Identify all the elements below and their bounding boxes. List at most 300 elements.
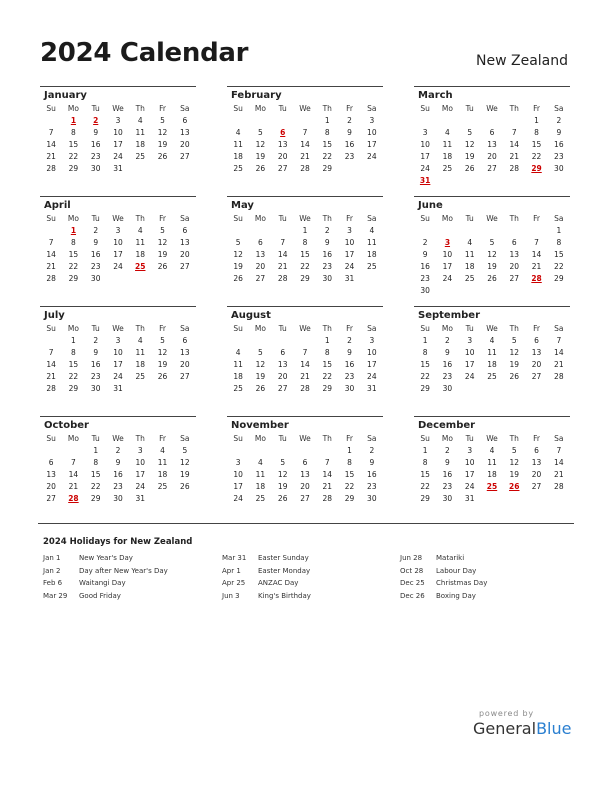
day-cell: 10 <box>113 238 123 247</box>
empty-day-cell <box>151 163 173 175</box>
weekday-label: Fr <box>159 104 166 113</box>
day-cell: 8 <box>324 348 330 357</box>
day-cell: 20 <box>487 152 497 161</box>
day-cell: 12 <box>255 140 266 149</box>
day-cell: 26 <box>509 372 520 381</box>
day-cell: 8 <box>534 128 539 137</box>
week-row <box>227 273 383 285</box>
day-cell: 1 <box>347 446 352 455</box>
week-row <box>40 139 196 151</box>
day-cell: 22 <box>344 482 355 491</box>
weekday-label: Tu <box>91 104 100 113</box>
day-cell: 18 <box>367 250 377 259</box>
day-cell: 31 <box>344 274 355 283</box>
day-cell: 4 <box>137 116 143 125</box>
week-row <box>40 261 196 273</box>
day-cell: 3 <box>137 446 143 455</box>
weekday-label: Mo <box>67 434 79 443</box>
day-cell: 9 <box>556 128 562 137</box>
weekday-label: Tu <box>91 324 100 333</box>
day-cell: 26 <box>464 164 475 173</box>
day-cell: 18 <box>487 360 497 369</box>
day-cell: 30 <box>442 494 453 503</box>
day-cell: 19 <box>255 372 266 381</box>
holiday-item <box>400 577 487 590</box>
week-row <box>227 493 383 505</box>
day-cell: 17 <box>233 482 243 491</box>
day-cell: 30 <box>90 164 101 173</box>
day-cell: 5 <box>160 116 165 125</box>
day-cell: 8 <box>422 458 428 467</box>
day-cell: 10 <box>442 250 453 259</box>
day-cell: 17 <box>367 140 377 149</box>
day-cell: 10 <box>135 458 146 467</box>
day-cell: 10 <box>113 128 123 137</box>
day-cell: 29 <box>68 164 79 173</box>
day-cell: 21 <box>68 482 79 491</box>
holiday-day-cell: 28 <box>531 274 542 283</box>
day-cell: 15 <box>531 140 542 149</box>
holiday-day-cell: 6 <box>280 128 286 137</box>
day-cell: 9 <box>347 348 352 357</box>
weekday-label: Sa <box>554 214 564 223</box>
weekday-label: Tu <box>278 214 287 223</box>
day-cell: 14 <box>322 470 333 479</box>
week-row <box>227 383 383 395</box>
day-cell: 19 <box>464 152 475 161</box>
day-cell: 24 <box>233 494 243 503</box>
week-row <box>414 457 570 469</box>
week-row <box>414 359 570 371</box>
day-cell: 7 <box>511 128 517 137</box>
empty-day-cell <box>503 225 525 237</box>
day-cell: 26 <box>157 262 168 271</box>
day-cell: 17 <box>420 152 430 161</box>
day-cell: 27 <box>277 384 288 393</box>
day-cell: 12 <box>277 470 288 479</box>
day-cell: 22 <box>68 262 79 271</box>
day-cell: 18 <box>255 482 266 491</box>
day-cell: 28 <box>509 164 520 173</box>
week-row <box>414 383 570 395</box>
day-cell: 20 <box>277 152 288 161</box>
weekday-header <box>414 323 570 335</box>
day-cell: 12 <box>233 250 243 259</box>
day-cell: 4 <box>489 336 495 345</box>
day-cell: 26 <box>233 274 243 283</box>
weekday-label: Tu <box>465 214 474 223</box>
empty-day-cell <box>548 175 570 187</box>
day-cell: 26 <box>255 384 266 393</box>
week-row <box>227 469 383 481</box>
holiday-date: Feb 6 <box>43 579 63 587</box>
day-cell: 22 <box>322 372 333 381</box>
empty-day-cell <box>548 493 570 505</box>
week-row <box>227 139 383 151</box>
weekday-label: Sa <box>554 324 564 333</box>
day-cell: 25 <box>135 152 146 161</box>
day-cell: 9 <box>445 458 450 467</box>
day-cell: 8 <box>71 128 76 137</box>
weekday-label: We <box>486 434 498 443</box>
day-cell: 21 <box>277 262 288 271</box>
day-cell: 3 <box>467 336 473 345</box>
empty-day-cell <box>481 493 503 505</box>
empty-day-cell <box>272 225 294 237</box>
holiday-name: Easter Sunday <box>258 554 309 562</box>
day-cell: 9 <box>93 238 99 247</box>
empty-day-cell <box>174 163 196 175</box>
month-february <box>227 86 383 175</box>
weekday-label: Tu <box>465 434 474 443</box>
day-cell: 14 <box>531 250 542 259</box>
day-cell: 7 <box>48 128 54 137</box>
weekday-label: Mo <box>67 104 79 113</box>
holiday-item <box>43 565 168 578</box>
empty-day-cell <box>459 115 481 127</box>
day-cell: 10 <box>367 128 377 137</box>
day-cell: 15 <box>68 360 79 369</box>
day-cell: 11 <box>135 128 146 137</box>
holiday-day-cell: 25 <box>135 262 146 271</box>
day-cell: 19 <box>277 482 288 491</box>
day-cell: 9 <box>445 348 450 357</box>
week-row <box>40 371 196 383</box>
holiday-day-cell: 2 <box>93 116 99 125</box>
day-cell: 24 <box>113 262 123 271</box>
empty-day-cell <box>525 285 547 297</box>
holiday-item <box>222 577 311 590</box>
week-row <box>40 445 196 457</box>
week-row <box>40 359 196 371</box>
month-june <box>414 196 570 297</box>
weekday-label: Th <box>322 214 332 223</box>
weekday-label: Th <box>509 104 519 113</box>
empty-day-cell <box>174 383 196 395</box>
day-cell: 30 <box>322 274 333 283</box>
holiday-item <box>43 552 168 565</box>
empty-day-cell <box>525 175 547 187</box>
day-cell: 21 <box>300 152 310 161</box>
day-cell: 7 <box>556 446 562 455</box>
week-row <box>40 469 196 481</box>
day-cell: 29 <box>300 274 310 283</box>
day-cell: 13 <box>300 470 310 479</box>
holiday-date: Jan 1 <box>43 554 61 562</box>
holiday-day-cell: 3 <box>444 238 451 247</box>
weekday-header <box>227 323 383 335</box>
weekday-label: We <box>486 104 498 113</box>
day-cell: 20 <box>180 140 190 149</box>
holiday-date: Mar 29 <box>43 591 68 600</box>
week-row <box>414 335 570 347</box>
empty-day-cell <box>525 493 547 505</box>
day-cell: 27 <box>509 274 520 283</box>
day-cell: 16 <box>344 140 355 149</box>
day-cell: 3 <box>422 128 428 137</box>
week-row <box>227 261 383 273</box>
day-cell: 31 <box>464 494 475 503</box>
weekday-header <box>40 213 196 225</box>
holiday-column <box>222 552 311 602</box>
day-cell: 23 <box>554 152 564 161</box>
day-cell: 8 <box>556 238 562 247</box>
weekday-label: Sa <box>367 214 377 223</box>
day-cell: 10 <box>344 238 355 247</box>
day-cell: 21 <box>46 152 56 161</box>
week-row <box>414 237 570 249</box>
holiday-name: Good Friday <box>79 591 121 600</box>
weekday-header <box>40 323 196 335</box>
day-cell: 17 <box>442 262 453 271</box>
empty-day-cell <box>481 175 503 187</box>
day-cell: 7 <box>280 238 286 247</box>
holiday-item <box>222 590 311 603</box>
week-row <box>227 151 383 163</box>
day-cell: 3 <box>115 226 121 235</box>
week-row <box>40 249 196 261</box>
weekday-label: Mo <box>254 324 266 333</box>
day-cell: 17 <box>344 250 355 259</box>
weekday-label: Fr <box>533 324 540 333</box>
day-cell: 11 <box>157 458 168 467</box>
day-cell: 3 <box>369 116 375 125</box>
day-cell: 10 <box>420 140 430 149</box>
day-cell: 12 <box>157 348 168 357</box>
powered-by-text: powered by <box>479 709 534 718</box>
weekday-label: We <box>486 214 498 223</box>
empty-day-cell <box>481 225 503 237</box>
holiday-date: Mar 31 <box>222 554 247 562</box>
day-cell: 10 <box>113 348 123 357</box>
empty-day-cell <box>459 383 481 395</box>
day-cell: 16 <box>554 140 564 149</box>
week-row <box>227 335 383 347</box>
day-cell: 14 <box>46 140 56 149</box>
empty-day-cell <box>249 225 271 237</box>
weekday-label: Th <box>135 434 145 443</box>
day-cell: 5 <box>258 128 263 137</box>
month-april <box>40 196 196 285</box>
day-cell: 5 <box>160 336 165 345</box>
empty-day-cell <box>249 115 271 127</box>
weekday-label: Th <box>509 324 519 333</box>
day-cell: 8 <box>93 458 99 467</box>
day-cell: 8 <box>347 458 352 467</box>
weekday-header <box>40 103 196 115</box>
day-cell: 24 <box>367 152 377 161</box>
day-cell: 22 <box>531 152 542 161</box>
day-cell: 22 <box>300 262 310 271</box>
day-cell: 19 <box>233 262 243 271</box>
day-cell: 12 <box>487 250 497 259</box>
holiday-date: Dec 25 <box>400 579 425 587</box>
holiday-name: Day after New Year's Day <box>79 566 168 575</box>
day-cell: 27 <box>487 164 497 173</box>
empty-day-cell <box>459 225 481 237</box>
month-name: December <box>418 420 476 431</box>
day-cell: 23 <box>344 372 355 381</box>
day-cell: 19 <box>487 262 497 271</box>
day-cell: 22 <box>420 372 430 381</box>
day-cell: 1 <box>302 226 308 235</box>
holiday-item <box>400 565 487 578</box>
day-cell: 15 <box>68 140 79 149</box>
day-cell: 25 <box>135 372 146 381</box>
day-cell: 15 <box>300 250 310 259</box>
day-cell: 16 <box>322 250 333 259</box>
weekday-label: Fr <box>346 214 353 223</box>
day-cell: 23 <box>90 372 101 381</box>
day-cell: 17 <box>113 360 123 369</box>
day-cell: 13 <box>46 470 56 479</box>
day-cell: 5 <box>511 336 517 345</box>
weekday-label: Fr <box>346 104 353 113</box>
holiday-name: Boxing Day <box>436 591 476 600</box>
empty-day-cell <box>40 335 62 347</box>
day-cell: 7 <box>71 458 76 467</box>
day-cell: 20 <box>509 262 520 271</box>
day-cell: 11 <box>233 360 243 369</box>
day-cell: 28 <box>300 384 310 393</box>
day-cell: 22 <box>554 262 564 271</box>
day-cell: 23 <box>90 262 101 271</box>
day-cell: 16 <box>442 470 453 479</box>
day-cell: 26 <box>157 372 168 381</box>
day-cell: 8 <box>422 348 428 357</box>
day-cell: 14 <box>554 458 564 467</box>
holiday-date: Apr 1 <box>222 566 241 575</box>
day-cell: 2 <box>445 336 450 345</box>
day-cell: 2 <box>93 226 99 235</box>
day-cell: 26 <box>277 494 288 503</box>
day-cell: 15 <box>322 360 333 369</box>
empty-day-cell <box>503 493 525 505</box>
empty-day-cell <box>227 225 249 237</box>
day-cell: 13 <box>180 348 190 357</box>
day-cell: 18 <box>442 152 453 161</box>
day-cell: 4 <box>137 336 143 345</box>
empty-day-cell <box>316 445 338 457</box>
day-cell: 28 <box>46 164 56 173</box>
weekday-label: Mo <box>67 324 79 333</box>
day-cell: 18 <box>135 140 146 149</box>
day-cell: 5 <box>160 226 165 235</box>
day-cell: 8 <box>71 238 76 247</box>
empty-day-cell <box>272 445 294 457</box>
empty-day-cell <box>227 445 249 457</box>
month-name: May <box>231 200 254 211</box>
day-cell: 25 <box>255 494 266 503</box>
day-cell: 6 <box>280 348 286 357</box>
day-cell: 15 <box>420 360 430 369</box>
brand-general: General <box>473 719 537 738</box>
weekday-header <box>414 433 570 445</box>
week-row <box>40 347 196 359</box>
week-row <box>414 249 570 261</box>
day-cell: 19 <box>157 140 168 149</box>
day-cell: 13 <box>277 360 288 369</box>
day-cell: 30 <box>420 286 430 295</box>
weekday-label: Tu <box>465 324 474 333</box>
day-cell: 14 <box>300 360 310 369</box>
day-cell: 4 <box>369 226 375 235</box>
empty-day-cell <box>272 335 294 347</box>
empty-day-cell <box>481 115 503 127</box>
day-cell: 2 <box>324 226 330 235</box>
week-row <box>40 481 196 493</box>
holiday-item <box>222 552 311 565</box>
day-cell: 22 <box>322 152 333 161</box>
day-cell: 1 <box>422 336 428 345</box>
day-cell: 18 <box>233 372 243 381</box>
week-row <box>227 347 383 359</box>
month-december <box>414 416 570 505</box>
empty-day-cell <box>249 335 271 347</box>
day-cell: 16 <box>90 140 101 149</box>
empty-day-cell <box>481 285 503 297</box>
generalblue-logo[interactable] <box>473 719 571 738</box>
day-cell: 29 <box>344 494 355 503</box>
weekday-label: Fr <box>346 434 353 443</box>
day-cell: 21 <box>46 262 56 271</box>
weekday-header <box>227 433 383 445</box>
day-cell: 22 <box>68 372 79 381</box>
empty-day-cell <box>503 285 525 297</box>
day-cell: 24 <box>442 274 453 283</box>
day-cell: 27 <box>46 494 56 503</box>
weekday-header <box>227 103 383 115</box>
day-cell: 24 <box>113 152 123 161</box>
weekday-header <box>414 103 570 115</box>
empty-day-cell <box>481 383 503 395</box>
day-cell: 25 <box>367 262 377 271</box>
weekday-label: Mo <box>254 104 266 113</box>
weekday-label: Sa <box>180 324 190 333</box>
day-cell: 19 <box>255 152 266 161</box>
day-cell: 28 <box>46 384 56 393</box>
day-cell: 9 <box>115 458 121 467</box>
day-cell: 5 <box>280 458 286 467</box>
day-cell: 16 <box>344 360 355 369</box>
weekday-label: Th <box>135 324 145 333</box>
day-cell: 4 <box>445 128 450 137</box>
day-cell: 12 <box>509 458 520 467</box>
day-cell: 25 <box>442 164 453 173</box>
week-row <box>414 115 570 127</box>
day-cell: 21 <box>300 372 310 381</box>
holiday-column <box>400 552 487 602</box>
day-cell: 5 <box>467 128 473 137</box>
weekday-label: Sa <box>367 104 377 113</box>
day-cell: 12 <box>157 128 168 137</box>
country-label: New Zealand <box>476 53 568 69</box>
weekday-label: Tu <box>91 434 100 443</box>
day-cell: 28 <box>554 482 564 491</box>
month-march <box>414 86 570 187</box>
holiday-name: ANZAC Day <box>258 579 299 587</box>
day-cell: 25 <box>157 482 168 491</box>
weekday-label: Th <box>509 434 519 443</box>
weekday-label: Sa <box>180 434 190 443</box>
weekday-label: Fr <box>533 104 540 113</box>
month-name: October <box>44 420 89 431</box>
weekday-label: Sa <box>554 434 564 443</box>
day-cell: 15 <box>68 250 79 259</box>
empty-day-cell <box>272 115 294 127</box>
weekday-label: Su <box>233 434 243 443</box>
day-cell: 1 <box>324 116 330 125</box>
